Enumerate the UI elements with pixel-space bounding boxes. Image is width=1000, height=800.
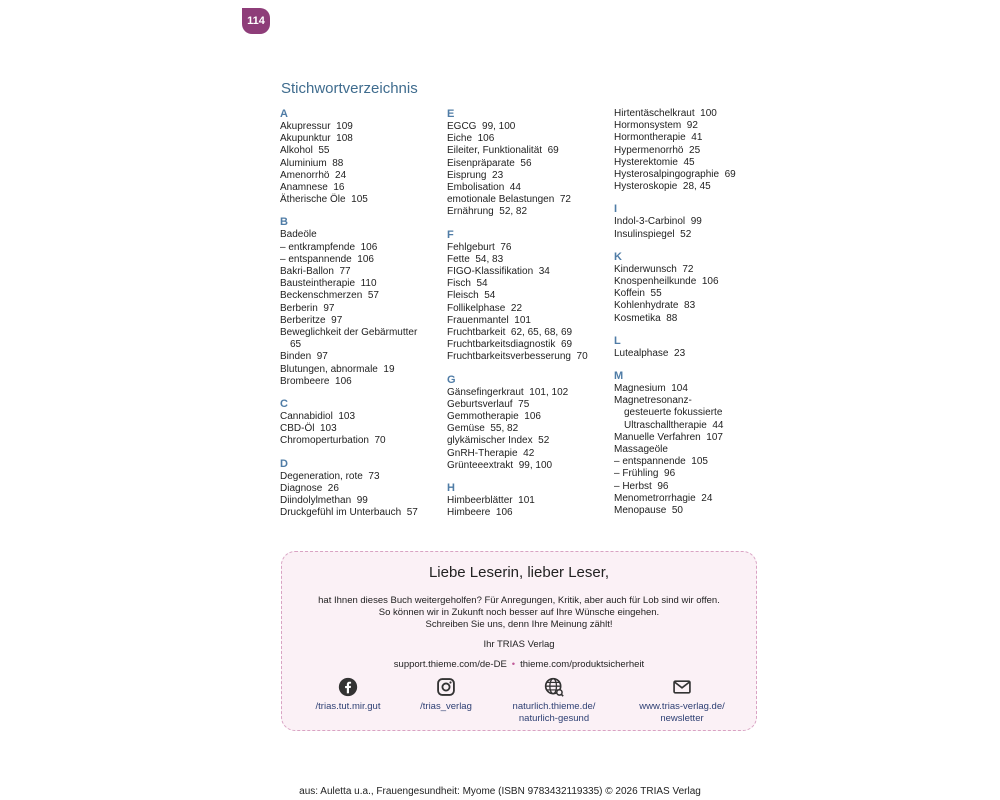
index-entry: – Frühling 96	[614, 468, 676, 480]
index-entry: Eileiter, Funktionalität 69	[447, 145, 559, 157]
index-entry: Hysterosalpingographie 69	[614, 169, 736, 181]
index-letter: H	[447, 482, 455, 495]
index-entry: Cannabidiol 103	[280, 411, 356, 423]
index-group	[614, 203, 779, 240]
index-group	[447, 482, 612, 519]
facebook-icon	[338, 677, 358, 697]
page-footer-citation: aus: Auletta u.a., Frauengesundheit: Myome (ISBN 9783432119335) © 2026 TRIAS Verlag	[299, 786, 701, 797]
index-entry: – entkrampfende 106	[280, 241, 378, 253]
mail-icon	[672, 677, 692, 697]
index-entry: Gänsefingerkraut 101, 102	[447, 386, 569, 398]
index-entry: Himbeere 106	[447, 507, 513, 519]
index-column-3	[614, 108, 779, 527]
index-group	[614, 370, 779, 517]
index-entry: Fruchtbarkeitsdiagnostik 69	[447, 339, 573, 351]
social-label: www.trias-verlag.de/ newsletter	[639, 701, 725, 724]
index-entry: FIGO-Klassifikation 34	[447, 266, 550, 278]
social-label: naturlich.thieme.de/ naturlich-gesund	[512, 701, 596, 724]
social-links-row	[282, 677, 756, 727]
reader-feedback-box	[281, 551, 757, 731]
index-entry: Kohlenhydrate 83	[614, 300, 696, 312]
index-entry: Kinderwunsch 72	[614, 263, 694, 275]
index-entry: Manuelle Verfahren 107	[614, 431, 723, 443]
reader-box-links	[282, 659, 756, 670]
index-entry: Lutealphase 23	[614, 347, 686, 359]
index-entry: – Herbst 96	[614, 480, 669, 492]
index-entry: Indol-3-Carbinol 99	[614, 216, 702, 228]
product-safety-link[interactable]: thieme.com/produktsicherheit	[520, 659, 645, 670]
index-group	[447, 374, 612, 472]
social-label: /trias_verlag	[420, 701, 472, 712]
social-label: /trias.tut.mir.gut	[315, 701, 381, 712]
index-entry: Blutungen, abnormale 19	[280, 363, 395, 375]
index-entry: Binden 97	[280, 351, 328, 363]
index-entry: – entspannende 106	[280, 253, 374, 265]
index-letter: C	[280, 398, 288, 411]
instagram-icon	[436, 677, 456, 697]
index-entry: Aluminium 88	[280, 157, 344, 169]
index-entry: gesteuerte fokussierte	[624, 407, 723, 419]
reader-box-signature: Ihr TRIAS Verlag	[483, 639, 555, 650]
index-entry: Fette 54, 83	[447, 253, 504, 265]
index-entry: Akupressur 109	[280, 121, 353, 132]
link-separator: •	[511, 659, 516, 670]
index-entry: Koffein 55	[614, 288, 662, 300]
index-entry: Ätherische Öle 105	[280, 194, 368, 206]
index-letter: E	[447, 108, 455, 120]
index-entry: CBD-Öl 103	[280, 423, 337, 435]
reader-box-text-line: So können wir in Zukunft noch besser auf Ihre Wünsche eingehen.	[378, 607, 660, 618]
index-group	[447, 108, 612, 219]
index-entry: Amenorrhö 24	[280, 169, 347, 181]
index-entry: Menopause 50	[614, 505, 683, 517]
index-entry: Diindolylmethan 99	[280, 495, 368, 507]
index-entry: Berberitze 97	[280, 314, 343, 326]
index-entry: Hysteroskopie 28, 45	[614, 181, 711, 193]
index-entry: Geburtsverlauf 75	[447, 398, 530, 410]
index-entry: Embolisation 44	[447, 182, 521, 194]
index-entry: Hirtentäschelkraut 100	[614, 108, 717, 119]
index-entry: Menometrorrhagie 24	[614, 492, 713, 504]
index-entry: Anamnese 16	[280, 182, 345, 194]
index-entry: 65	[290, 339, 302, 351]
index-entry: glykämischer Index 52	[447, 435, 550, 447]
index-group	[280, 458, 445, 520]
index-entry: Fruchtbarkeitsverbesserung 70	[447, 351, 588, 363]
index-letter: G	[447, 373, 456, 386]
social-instagram[interactable]	[386, 677, 506, 713]
index-entry: Magnesium 104	[614, 383, 688, 395]
index-entry: Eisprung 23	[447, 169, 504, 181]
index-group	[614, 251, 779, 325]
page-number-badge: 114	[242, 8, 270, 34]
index-entry: GnRH-Therapie 42	[447, 447, 535, 459]
index-entry: Berberin 97	[280, 302, 335, 314]
index-entry: Knospenheilkunde 106	[614, 276, 719, 288]
index-entry: Hypermenorrhö 25	[614, 144, 701, 156]
index-entry: Alkohol 55	[280, 145, 330, 157]
index-group	[614, 335, 779, 360]
index-letter: K	[614, 250, 622, 263]
index-entry: Magnetresonanz-	[614, 395, 692, 407]
index-letter: L	[614, 334, 621, 347]
index-group	[614, 108, 779, 193]
index-entry: Insulinspiegel 52	[614, 228, 692, 240]
index-entry: EGCG 99, 100	[447, 121, 516, 132]
index-entry: Follikelphase 22	[447, 302, 523, 314]
reader-box-title: Liebe Leserin, lieber Leser,	[428, 564, 610, 581]
index-entry: Fehlgeburt 76	[447, 241, 512, 253]
index-entry: Hormonsystem 92	[614, 120, 698, 132]
index-letter: B	[280, 216, 288, 229]
index-letter: D	[280, 457, 288, 470]
index-entry: Hysterektomie 45	[614, 156, 695, 168]
index-entry: Degeneration, rote 73	[280, 470, 380, 482]
reader-box-text-line: Schreiben Sie uns, denn Ihre Meinung zählt!	[425, 619, 613, 630]
support-link[interactable]: support.thieme.com/de-DE	[393, 659, 507, 670]
index-entry: Ernährung 52, 82	[447, 206, 528, 218]
index-letter: I	[614, 203, 618, 216]
index-group	[280, 108, 445, 206]
web-icon	[544, 677, 564, 697]
index-entry: Massageöle	[614, 444, 668, 456]
index-column-2	[447, 108, 612, 529]
social-newsletter[interactable]	[622, 677, 742, 724]
index-entry: Beweglichkeit der Gebärmutter	[280, 327, 418, 339]
reader-box-text-line: hat Ihnen dieses Buch weitergeholfen? Für Anregungen, Kritik, aber auch für Lob sind wir offen.	[318, 595, 720, 606]
index-entry: Druckgefühl im Unterbauch 57	[280, 507, 418, 519]
index-entry: Eiche 106	[447, 133, 495, 145]
index-group	[280, 398, 445, 448]
index-entry: Eisenpräparate 56	[447, 157, 532, 169]
index-entry: Gemmotherapie 106	[447, 411, 541, 423]
index-entry: Bausteintherapie 110	[280, 278, 377, 290]
index-letter: A	[280, 108, 288, 120]
index-group	[447, 229, 612, 364]
index-entry: Hormontherapie 41	[614, 132, 703, 144]
index-entry: Frauenmantel 101	[447, 314, 531, 326]
index-title: Stichwortverzeichnis	[281, 80, 418, 97]
social-web[interactable]	[494, 677, 614, 724]
index-entry: Kosmetika 88	[614, 312, 678, 324]
index-entry: Akupunktur 108	[280, 133, 353, 145]
index-entry: Fleisch 54	[447, 290, 496, 302]
index-entry: Chromoperturbation 70	[280, 435, 386, 447]
index-entry: Fisch 54	[447, 278, 488, 290]
index-letter: M	[614, 370, 624, 383]
index-entry: – entspannende 105	[614, 456, 708, 468]
index-column-1	[280, 108, 445, 529]
index-entry: Diagnose 26	[280, 482, 339, 494]
index-entry: Beckenschmerzen 57	[280, 290, 379, 302]
index-entry: Brombeere 106	[280, 375, 352, 387]
index-letter: F	[447, 228, 454, 241]
index-entry: emotionale Belastungen 72	[447, 194, 571, 206]
index-entry: Himbeerblätter 101	[447, 495, 535, 507]
index-entry: Gemüse 55, 82	[447, 423, 519, 435]
index-entry: Fruchtbarkeit 62, 65, 68, 69	[447, 327, 573, 339]
index-entry: Grünteeextrakt 99, 100	[447, 459, 553, 471]
index-group	[280, 216, 445, 388]
index-entry: Ultraschalltherapie 44	[624, 419, 724, 431]
index-entry: Bakri-Ballon 77	[280, 266, 351, 278]
index-entry: Badeöle	[280, 229, 317, 241]
